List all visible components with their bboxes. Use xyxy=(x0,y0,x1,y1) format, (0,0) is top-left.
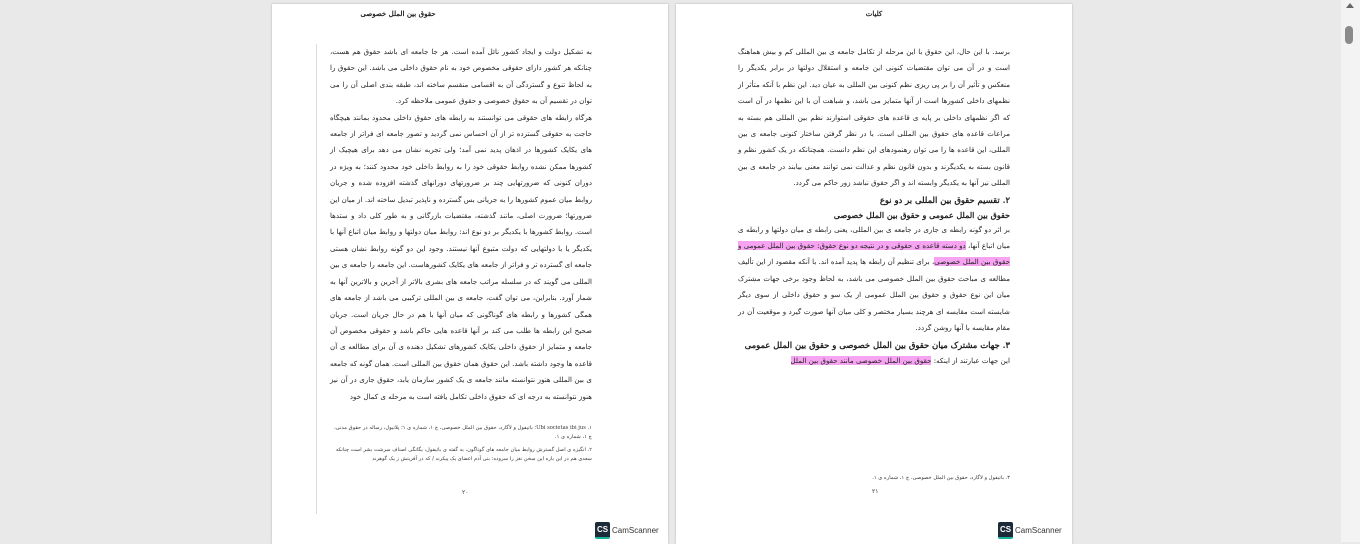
footnote: ۲. انگیزه ی اصل گسترش روابط میان جامعه های گوناگون، به گفته ی باتیفول، یگانگی اصناف سرشت بشر است چنانکه سعدی هم در این باره این سخن نغز را سروده: بنی آدم اعضای یک پیکرند / که در آفرینش ز یک گوهرند xyxy=(335,447,592,462)
page-20 xyxy=(272,4,668,544)
page-body xyxy=(738,44,1010,369)
watermark-text: CamScanner xyxy=(1015,526,1062,535)
vertical-scrollbar[interactable] xyxy=(1341,0,1360,542)
paragraph: هرگاه رابطه های حقوقی می توانستند به رابطه های حقوق داخلی محدود بمانند هیچگاه حاجت به حقوقی گسترده تر از آن احساس نمی گردید و تصور جامعه ای فراتر از جامعه های یکایک کشورها در اذهان پدید نمی آمد؛ ولی تجربه نشان می دهد برای هیچیک از کشورها ممکن نشده روابط حقوقی خود را به روابط داخلی خود محدود کنند؛ به ویژه در دوران کنونی که ضرورتهایی چند بر ضرورتهای دورانهای گذشته افزوده شده و جریان روابط میان عموم کشورها را به جریانی بس گسترده و ناپذیر تبدیل ساخته اند. از میان این ضرورتها؛ ضرورت اصلی، مانند گذشته، مقتضیات بازرگانی و به طور کلی داد و ستدها است. روابط کشورها با یکدیگر بر دو نوع اند: روابط میان دولتها و روابط میان اتباع آنها با یکدیگر یا با دولتهایی که دولت متبوع آنها نیستند. وجود این دو گونه روابط نشان هستی جامعه ای گسترده تر و فراتر از جامعه های یکایک کشورهاست. این جامعه را جامعه ی بین المللی می گویند که در سلسله مراتب جامعه های بشری بالاتر از آخرین و بالاترین آنها به شمار آورد. بنابراین، می توان گفت، جامعه ی بین المللی ترکیبی می باشد از جامعه های همگی کشورها و رابطه های گوناگونی که میان آنها با هم در حال جریان است. جریان صحیح این رابطه ها طلب می کند بر آنها قاعده هایی حاکم باشد و حقوقی مخصوص آن جامعه و متمایز از حقوق داخلی یکایک کشورهای تشکیل دهنده ی آن برای مطالعه ی آن قاعده ها وجود داشته باشد. این حقوق همان حقوق بین المللی است. همان گونه که جامعه ی بین المللی هنوز نتوانسته مانند جامعه ی یک کشور سازمان یابد، حقوق جاری در آن نیز هنوز نتوانسته به درجه ای که حقوق داخلی تکامل یافته است به مرحله ی کمال خود xyxy=(330,112,592,401)
paragraph xyxy=(738,222,1010,337)
footnote: ۳. باتیفول و لاگارد، حقوق بین الملل خصوصی، ج ۱، شماره ی ۱. xyxy=(872,475,1010,481)
watermark-text: CamScanner xyxy=(612,526,659,535)
text-run: این جهات عبارتند از اینکه: xyxy=(931,355,1010,365)
footnotes xyxy=(738,474,1010,487)
footnote: ۱. Ubi societas ibi jus؛ باتیفول و لاگارد، حقوق بین الملل خصوصی، ج ۱، شماره ی ۱؛ پلانیول، رساله در حقوق مدنی، ج ۱، شماره ی ۱. xyxy=(334,425,592,440)
text-run: ، برای تنظیم آن رابطه ها پدید آمده اند. با آنکه مقصود از این تألیف مطالعه ی مباحث حقوق بین الملل خصوصی می باشد، به لحاظ وجود برخی جهات مشترک میان این نوع حقوق و حقوق بین الملل عمومی از یک سو و حقوق داخلی از سوی دیگر شایسته است مقایسه ای هرچند بسیار مختصر و کلی میان آنها صورت گیرد و موقعیت آن در مقام مقایسه با آنها روشن گردد. xyxy=(738,257,1010,333)
camscanner-watermark xyxy=(998,522,1062,539)
scroll-up-arrow-icon[interactable] xyxy=(1346,3,1354,8)
paragraph xyxy=(738,353,1010,369)
page-number: ۲۰ xyxy=(462,489,469,496)
paragraph: به تشکیل دولت و ایجاد کشور نائل آمده است. هر جا جامعه ای باشد حقوق هم هست، چنانکه هر کشور دارای حقوقی مخصوص خود به نام حقوق داخلی می باشد. این حقوق را به لحاظ تنوع و گستردگی آن به اقسامی منقسم ساخته اند، طبقه بندی اصلی آن را می توان در تقسیم آن به حقوق خصوصی و حقوق عمومی ملاحظه کرد. xyxy=(330,47,592,106)
paragraph: برسد. با این حال، این حقوق با این مرحله از تکامل جامعه ی بین المللی کم و بیش هماهنگ است و در آن می توان مقتضیات کنونی این جامعه و استقلال دولتها در برابر یکدیگر را منعکس و تأثیر آن را بر پی ریزی نظم کنونی بین المللی به عیان دید. این نظم با آنکه متأثر از نظمهای داخلی کشورها است از آنها متمایز می باشد، و شباهت آن با این نظمها در آن است که اگر نظمهای داخلی بر پایه ی قاعده های حقوقی استوارند نظم بین المللی هم بسته به مراعات قاعده های حقوق بین المللی است. با در نظر گرفتن ساختار کنونی جامعه ی بین المللی، این قاعده ها را می توان رهنمودهای این نظم دانست. همچنانکه در یک کشور نظم و قانون بسته به یکدیگرند و بدون قانون نظم و عدالت نمی توانند معنی بیابند در جامعه ی بین المللی نیز آنها به یکدیگر وابسته اند و اگر حقوق نباشد زور حاکم می گردد. xyxy=(738,47,1010,188)
footnotes xyxy=(332,424,592,468)
text-run: بر اثر دو گونه رابطه ی جاری در جامعه ی بین المللی، یعنی رابطه ی میان دولتها و رابطه ی میان اتباع آنها، xyxy=(738,224,1010,251)
page-header: حقوق بین الملل خصوصی xyxy=(360,9,436,18)
scrollbar-thumb[interactable] xyxy=(1345,26,1353,44)
camscanner-logo-icon: CS xyxy=(595,522,610,539)
section-heading: ۳. جهات مشترک میان حقوق بین الملل خصوصی و حقوق بین الملل عمومی xyxy=(744,339,1010,350)
camscanner-logo-icon: CS xyxy=(998,522,1013,539)
page-number: ۲۱ xyxy=(872,488,879,495)
section-subheading: حقوق بین الملل عمومی و حقوق بین الملل خصوصی xyxy=(833,209,1010,220)
scan-edge xyxy=(316,44,317,514)
page-header: کلیات xyxy=(865,9,883,18)
page-body xyxy=(330,44,592,405)
camscanner-watermark xyxy=(595,522,659,539)
section-heading: ۲. تقسیم حقوق بین المللی بر دو نوع xyxy=(879,194,1010,205)
page-21 xyxy=(676,4,1072,544)
highlighted-text: حقوق بین الملل خصوصی مانند حقوق بین الملل xyxy=(790,355,932,365)
highlighted-text: دو دسته قاعده ی حقوقی و در نتیجه دو نوع حقوق: حقوق بین الملل عمومی و حقوق بین الملل خصوصی xyxy=(738,241,1011,267)
